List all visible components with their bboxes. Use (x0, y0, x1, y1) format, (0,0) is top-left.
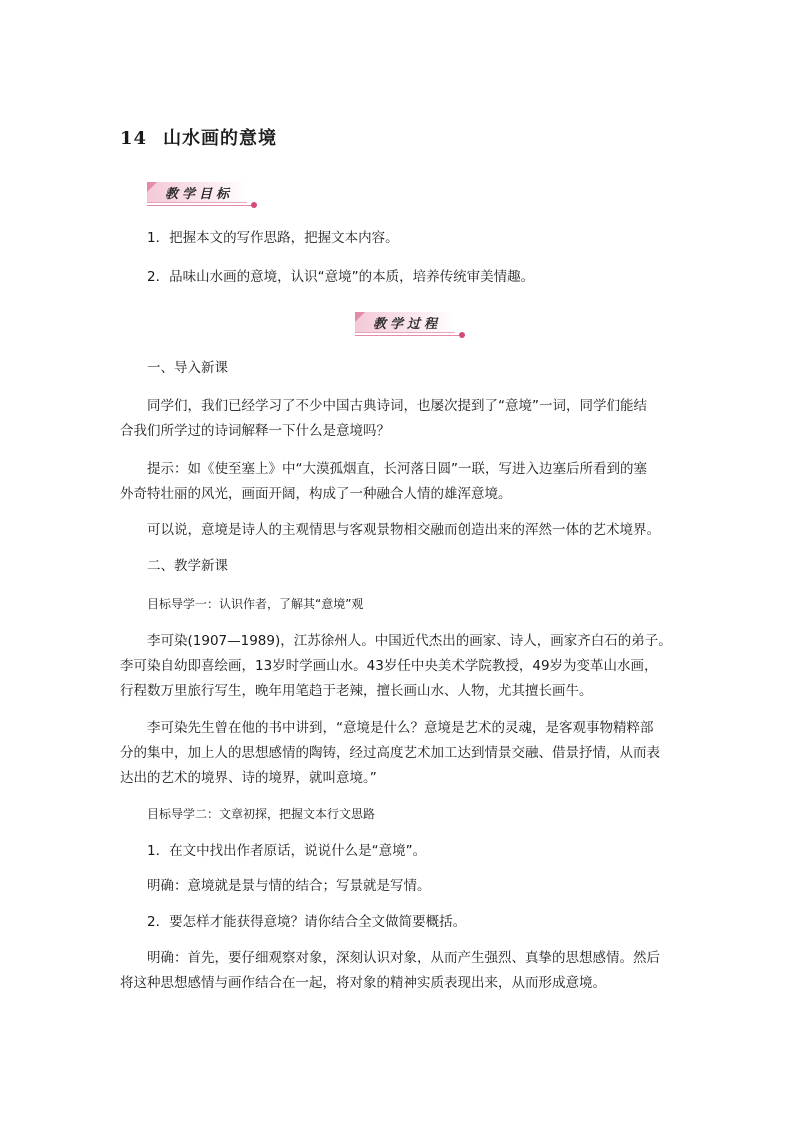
paragraph-line: 分的集中，加上人的思想感情的陶铸，经过高度艺术加工达到情景交融、借景抒情，从而表 (120, 745, 660, 761)
paragraph-line: 李可染自幼即喜绘画，13岁时学画山水。43岁任中央美术学院教授，49岁为变革山水画， (120, 658, 658, 674)
paragraph-line: 合我们所学过的诗词解释一下什么是意境吗？ (120, 423, 390, 439)
answer-item: 明确：意境就是景与情的结合；写景就是写情。 (147, 878, 431, 894)
goal-item: 2．品味山水画的意境，认识“意境”的本质，培养传统审美情趣。 (147, 269, 535, 285)
goals-banner (147, 182, 259, 208)
paragraph-line: 外奇特壮丽的风光，画面开阔，构成了一种融合人情的雄浑意境。 (120, 486, 512, 502)
lesson-title: 山水画的意境 (163, 128, 278, 149)
paragraph-line: 李可染(1907—1989)，江苏徐州人。中国近代杰出的画家、诗人，画家齐白石的弟子。 (147, 633, 672, 649)
paragraph-line: 李可染先生曾在他的书中讲到，“意境是什么？意境是艺术的灵魂，是客观事物精粹部 (147, 720, 654, 736)
goals-banner-label: 教学目标 (165, 187, 234, 202)
banner-dot-icon (251, 202, 257, 208)
process-banner-label: 教学过程 (373, 317, 442, 332)
paragraph-line: 提示：如《使至塞上》中“大漠孤烟直，长河落日圆”一联，写进入边塞后所看到的塞 (147, 461, 647, 477)
goal-item: 1．把握本文的写作思路，把握文本内容。 (147, 230, 399, 246)
guide-heading: 目标导学二：文章初探，把握文本行文思路 (147, 807, 376, 821)
section-heading: 二、教学新课 (147, 558, 228, 574)
question-item: 1．在文中找出作者原话，说说什么是“意境”。 (147, 843, 427, 859)
page-title (120, 124, 277, 150)
paragraph-line: 可以说，意境是诗人的主观情思与客观景物相交融而创造出来的浑然一体的艺术境界。 (147, 522, 660, 538)
banner-corner-icon (147, 182, 157, 192)
section-heading: 一、导入新课 (147, 360, 228, 376)
banner-dot-icon (459, 332, 465, 338)
banner-corner-icon (355, 312, 365, 322)
guide-heading: 目标导学一：认识作者，了解其“意境”观 (147, 597, 364, 611)
lesson-number: 14 (120, 128, 148, 149)
paragraph-line: 达出的艺术的境界、诗的境界，就叫意境。” (120, 770, 377, 786)
question-item: 2．要怎样才能获得意境？请你结合全文做简要概括。 (147, 914, 467, 930)
answer-line: 明确：首先，要仔细观察对象，深刻认识对象，从而产生强烈、真挚的思想感情。然后 (147, 950, 660, 966)
answer-line: 将这种思想感情与画作结合在一起，将对象的精神实质表现出来，从而形成意境。 (120, 975, 606, 991)
process-banner (355, 312, 467, 338)
paragraph-line: 行程数万里旅行写生，晚年用笔趋于老辣，擅长画山水、人物，尤其擅长画牛。 (120, 683, 593, 699)
paragraph-line: 同学们，我们已经学习了不少中国古典诗词，也屡次提到了“意境”一词，同学们能结 (147, 398, 647, 414)
